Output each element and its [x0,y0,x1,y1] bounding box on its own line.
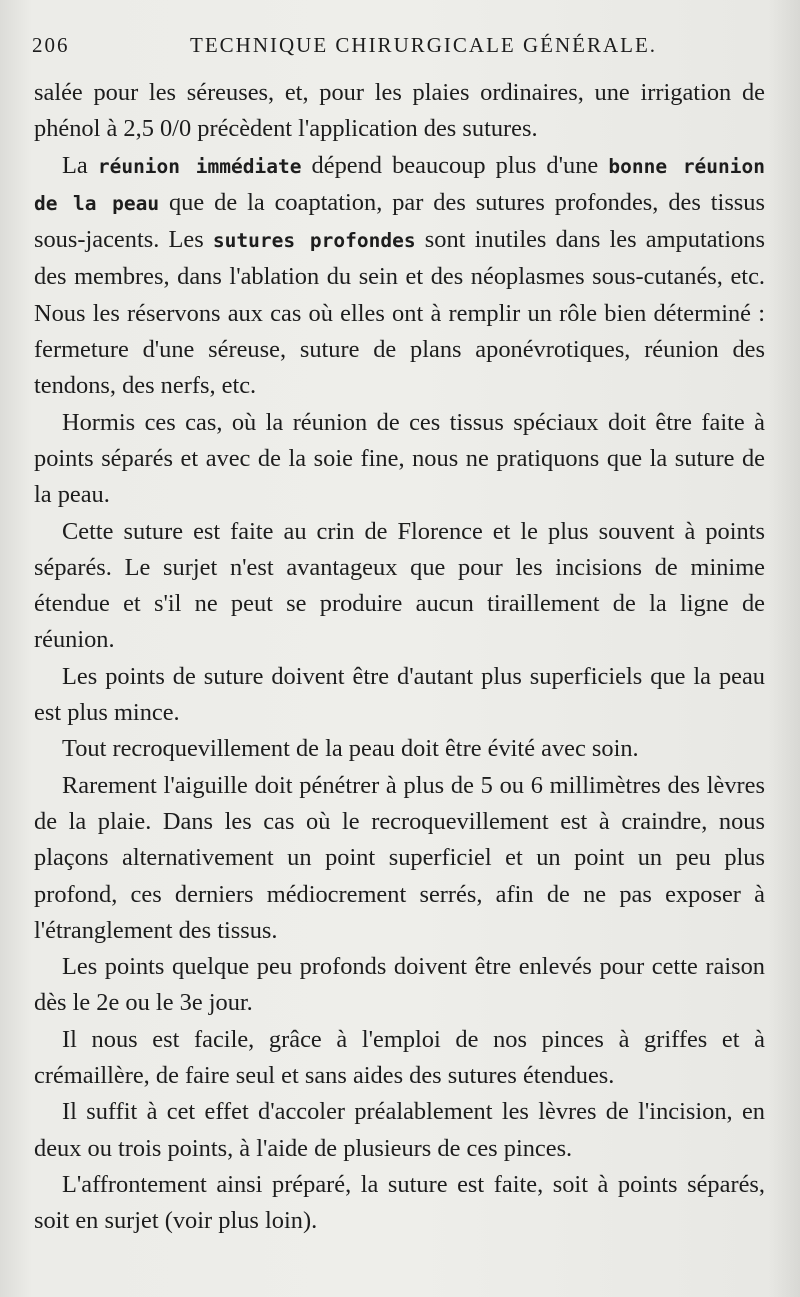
text-run: Les points de suture doivent être d'autant plus superficiels que la peau est plus mince. [34,662,765,727]
paragraph [34,1094,765,1167]
page-header [32,33,767,63]
paragraph [34,768,765,949]
paragraph [34,514,765,659]
text-run: Rarement l'aiguille doit pénétrer à plus de 5 ou 6 millimètres des lèvres de la plaie. Dans les cas où le recroquevillement est à craindre, nous plaçons alternativement un point superficiel et un point un peu plus profond, ces derniers médiocrement serrés, afin de ne pas exposer à l'étranglement des tissus. [34,771,765,944]
paragraph [34,405,765,514]
bold-term: sutures profondes [212,229,416,253]
paragraph [34,75,765,148]
bold-term: bonne réunion de la peau [34,154,765,215]
paragraph [34,1022,765,1095]
page-number: 206 [32,33,70,57]
text-run: sont inutiles dans les amputations des membres, dans l'ablation du sein et des néoplasmes sous-cutanés, etc. Nous les réservons aux cas où elles ont à remplir un rôle bien déterminé : fermeture d'une séreuse, suture de plans aponévrotiques, réunion des tendons, des nerfs, etc. [34,226,765,400]
paragraph [34,1167,765,1240]
text-run: Hormis ces cas, où la réunion de ces tissus spéciaux doit être faite à points séparés et avec de la soie fine, nous ne pratiquons que la suture de la peau. [34,408,765,509]
bold-term: réunion immédiate [97,154,302,178]
body-text [34,75,765,1240]
text-run: Il suffit à cet effet d'accoler préalablement les lèvres de l'incision, en deux ou trois points, à l'aide de plusieurs de ces pinces. [34,1098,765,1162]
text-run: La [62,151,98,179]
paragraph [34,659,765,732]
text-run: L'affrontement ainsi préparé, la suture est faite, soit à points séparés, soit en surjet (voir plus loin). [34,1170,765,1235]
paragraph [34,148,765,405]
paragraph [34,949,765,1022]
text-run: dépend beaucoup plus d'une [301,151,609,179]
text-run: Tout recroquevillement de la peau doit être évité avec soin. [62,735,639,763]
text-run: Les points quelque peu profonds doivent être enlevés pour cette raison dès le 2e ou le 3e jour. [34,953,765,1017]
text-run: Il nous est facile, grâce à l'emploi de nos pinces à griffes et à crémaillère, de faire seul et sans aides des sutures étendues. [34,1025,765,1090]
running-head: TECHNIQUE CHIRURGICALE GÉNÉRALE. [190,33,658,57]
text-run: Cette suture est faite au crin de Florence et le plus souvent à points séparés. Le surjet n'est avantageux que pour les incisions de minime étendue et s'il ne peut se produire aucun tiraillement de la ligne de réunion. [34,517,765,654]
text-run: que de la coaptation, par des sutures profondes, des tissus sous-jacents. Les [34,188,765,254]
paragraph [34,731,765,767]
text-run: salée pour les séreuses, et, pour les plaies ordinaires, une irrigation de phénol à 2,5 0/0 précèdent l'application des sutures. [34,79,765,143]
